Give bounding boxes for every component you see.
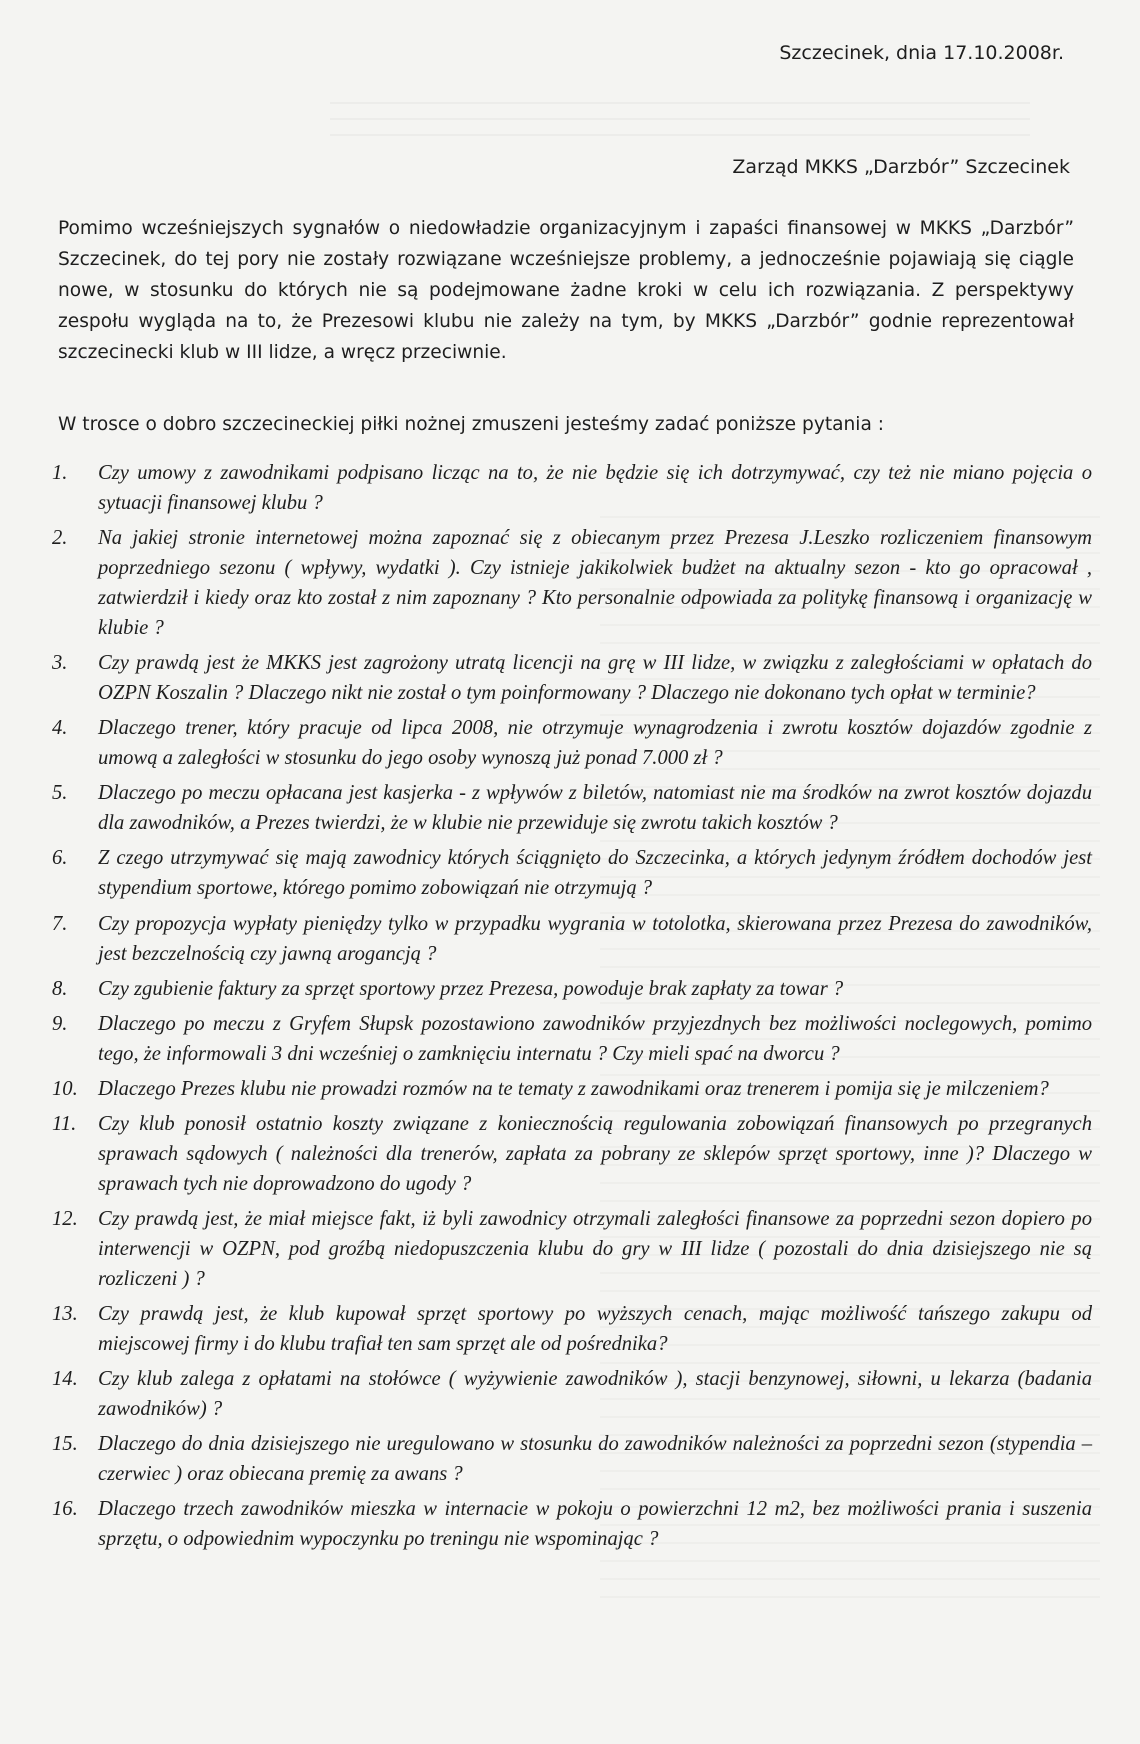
question-text: Na jakiej stronie internetowej można zapoznać się z obiecanym przez Prezesa J.Leszko rozliczeniem finansowym poprzedniego sezonu ( wpływy, wydatki ). Czy istnieje jakikolwiek budżet na aktualny sezon - kto go opracował , zatwierdził i kiedy oraz kto został z nim zapoznany ? Kto personalnie odpowiada za politykę finansową i organizację w klubie ? (98, 527, 1092, 640)
question-text: Czy propozycja wypłaty pieniędzy tylko w przypadku wygrania w totolotka, skierowana przez Prezesa do zawodników, jest bezczelnością czy jawną arogancją ? (98, 912, 1092, 965)
question-number: 2. (52, 527, 68, 550)
question-item (52, 974, 1092, 1004)
question-number: 16. (52, 1498, 78, 1521)
question-text: Dlaczego po meczu opłacana jest kasjerka - z wpływów z biletów, natomiast nie ma środków na zwrot kosztów dojazdu dla zawodników, a Prezes twierdzi, że w klubie nie przewiduje się zwrotu takich kosztów ? (98, 782, 1092, 835)
question-text: Dlaczego trener, który pracuje od lipca 2008, nie otrzymuje wynagrodzenia i zwrotu kosztów dojazdów zgodnie z umową a zaległości w stosunku do jego osoby wynoszą już ponad 7.000 zł ? (98, 717, 1092, 770)
question-number: 7. (52, 912, 68, 935)
question-number: 3. (52, 652, 68, 675)
question-item (52, 778, 1092, 838)
question-item (52, 1364, 1092, 1424)
question-number: 11. (52, 1112, 77, 1135)
question-item (52, 843, 1092, 903)
question-text: Z czego utrzymywać się mają zawodnicy których ściągnięto do Szczecinka, a których jedynym źródłem dochodów jest stypendium sportowe, którego pomimo zobowiązań nie otrzymują ? (98, 847, 1092, 900)
question-item (52, 1074, 1092, 1104)
question-item (52, 1494, 1092, 1554)
question-item (52, 523, 1092, 643)
document-date: Szczecinek, dnia 17.10.2008r. (779, 42, 1064, 64)
question-item (52, 648, 1092, 708)
question-number: 1. (52, 462, 68, 484)
questions-list (52, 458, 1092, 1560)
question-number: 12. (52, 1208, 78, 1231)
question-item (52, 1009, 1092, 1069)
question-text: Czy klub zalega z opłatami na stołówce ( wyżywienie zawodników ), stacji benzynowej, siłowni, u lekarza (badania zawodników) ? (98, 1368, 1092, 1421)
question-item (52, 1109, 1092, 1199)
question-number: 13. (52, 1303, 78, 1326)
question-item (52, 1299, 1092, 1359)
question-text: Dlaczego do dnia dzisiejszego nie uregulowano w stosunku do zawodników należności za poprzedni sezon (stypendia – czerwiec ) oraz obiecana premię za awans ? (98, 1433, 1092, 1486)
question-number: 8. (52, 977, 68, 1000)
question-text: Dlaczego trzech zawodników mieszka w internacie w pokoju o powierzchni 12 m2, bez możliwości prania i suszenia sprzętu, o odpowiednim wypoczynku po treningu nie wspominając ? (98, 1498, 1092, 1551)
question-item (52, 909, 1092, 969)
question-text: Dlaczego po meczu z Gryfem Słupsk pozostawiono zawodników przyjezdnych bez możliwości noclegowych, pomimo tego, że informowali 3 dni wcześniej o zamknięciu internatu ? Czy mieli spać na dworcu ? (98, 1012, 1092, 1065)
question-item (52, 458, 1092, 518)
question-text: Dlaczego Prezes klubu nie prowadzi rozmów na te tematy z zawodnikami oraz trenerem i pomija się je milczeniem? (98, 1077, 1049, 1100)
question-item (52, 1429, 1092, 1489)
question-text: Czy umowy z zawodnikami podpisano licząc na to, że nie będzie się ich dotrzymywać, czy też nie miano pojęcia o sytuacji finansowej klubu ? (98, 462, 1092, 514)
question-text: Czy klub ponosił ostatnio koszty związane z koniecznością regulowania zobowiązań finansowych po przegranych sprawach sądowych ( należności dla trenerów, zapłata za pobrany ze sklepów sprzęt sportowy, inne )? Dlaczego w sprawach tych nie doprowadzono do ugody ? (98, 1112, 1092, 1195)
questions-lead: W trosce o dobro szczecineckiej piłki nożnej zmuszeni jesteśmy zadać poniższe pytania : (58, 414, 885, 435)
question-number: 6. (52, 847, 68, 870)
question-item (52, 713, 1092, 773)
question-text: Czy prawdą jest, że miał miejsce fakt, iż byli zawodnicy otrzymali zaległości finansowe za poprzedni sezon dopiero po interwencji w OZPN, pod groźbą niedopuszczenia klubu do gry w III lidze ( pozostali do dnia dzisiejszego nie są rozliczeni ) ? (98, 1208, 1092, 1291)
question-text: Czy prawdą jest że MKKS jest zagrożony utratą licencji na grę w III lidze, w związku z zaległościami w opłatach do OZPN Koszalin ? Dlaczego nikt nie został o tym poinformowany ? Dlaczego nie dokonano tych opłat w terminie? (98, 652, 1092, 705)
intro-paragraph: Pomimo wcześniejszych sygnałów o niedowładzie organizacyjnym i zapaści finansowej w MKKS „Darzbór” Szczecinek, do tej pory nie zostały rozwiązane wcześniejsze problemy, a jednocześnie pojawiają się ciągle nowe, w stosunku do których nie są podejmowane żadne kroki w celu ich rozwiązania. Z perspektywy zespołu wygląda na to, że Prezesowi klubu nie zależy na tym, by MKKS „Darzbór” godnie reprezentował szczecinecki klub w III lidze, a wręcz przeciwnie. (58, 218, 1074, 363)
question-number: 14. (52, 1368, 78, 1391)
recipient-line: Zarząd MKKS „Darzbór” Szczecinek (732, 156, 1070, 178)
question-number: 5. (52, 782, 68, 805)
question-number: 15. (52, 1433, 78, 1456)
question-number: 4. (52, 717, 68, 740)
question-number: 9. (52, 1012, 68, 1035)
question-item (52, 1204, 1092, 1294)
question-number: 10. (52, 1077, 78, 1100)
question-text: Czy zgubienie faktury za sprzęt sportowy przez Prezesa, powoduje brak zapłaty za towar ? (98, 977, 844, 1000)
bleed-through-texture (330, 88, 1030, 148)
question-text: Czy prawdą jest, że klub kupował sprzęt sportowy po wyższych cenach, mając możliwość tańszego zakupu od miejscowej firmy i do klubu trafiał ten sam sprzęt ale od pośrednika? (98, 1303, 1092, 1356)
